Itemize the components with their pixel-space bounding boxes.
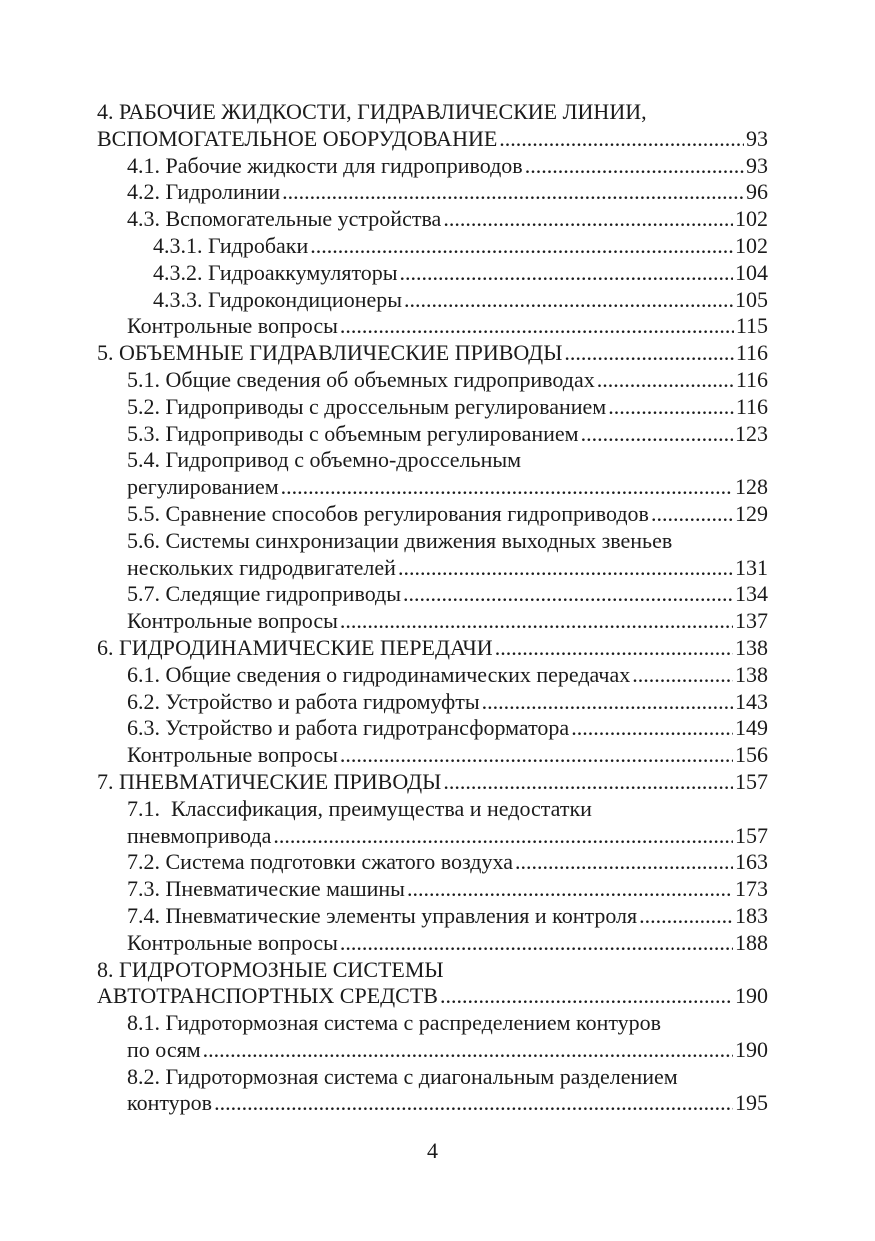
toc-entry-line bbox=[97, 260, 768, 287]
toc-page-number: 104 bbox=[735, 259, 768, 285]
dot-leader bbox=[608, 394, 734, 421]
dot-leader bbox=[282, 179, 744, 206]
toc-page-number: 183 bbox=[735, 902, 768, 928]
dot-leader bbox=[639, 903, 733, 930]
toc-entry-text: 4. РАБОЧИЕ ЖИДКОСТИ, ГИДРАВЛИЧЕСКИЕ ЛИНИИ, bbox=[97, 99, 647, 124]
toc-page-number: 149 bbox=[735, 715, 768, 741]
toc-entry-text: 8.2. Гидротормозная система с диагональным разделением bbox=[127, 1063, 678, 1089]
dot-leader bbox=[515, 849, 733, 876]
toc-page-number: 188 bbox=[735, 929, 768, 955]
dot-leader bbox=[482, 689, 733, 716]
toc-entry-line bbox=[97, 340, 768, 367]
toc-page-number: 96 bbox=[746, 179, 768, 205]
dot-leader bbox=[281, 474, 733, 501]
dot-leader bbox=[443, 206, 733, 233]
toc-entry-text: 4.3.2. Гидроаккумуляторы bbox=[153, 259, 398, 285]
toc-entry-text: контуров bbox=[127, 1090, 213, 1116]
toc-entry-text: Контрольные вопросы bbox=[127, 929, 338, 955]
toc-entry-line bbox=[97, 126, 768, 153]
toc-page-number: 102 bbox=[735, 232, 768, 258]
toc-entry-line bbox=[97, 849, 768, 876]
toc-page-number: 102 bbox=[735, 206, 768, 232]
dot-leader bbox=[340, 313, 734, 340]
toc-page-number: 128 bbox=[735, 474, 768, 500]
toc-entry-text: 6.2. Устройство и работа гидромуфты bbox=[127, 688, 480, 714]
dot-leader bbox=[273, 823, 733, 850]
toc-page-number: 173 bbox=[735, 876, 768, 902]
toc-entry-text: ВСПОМОГАТЕЛЬНОЕ ОБОРУДОВАНИЕ bbox=[97, 125, 498, 151]
dot-leader bbox=[340, 608, 733, 635]
toc-page-number: 138 bbox=[735, 634, 768, 660]
toc-entry-text: Контрольные вопросы bbox=[127, 742, 338, 768]
toc-entry-text: АВТОТРАНСПОРТНЫХ СРЕДСТВ bbox=[97, 983, 438, 1009]
toc-entry-text: 5.1. Общие сведения об объемных гидроприводах bbox=[127, 366, 595, 392]
toc-entry-text: 5.2. Гидроприводы с дроссельным регулированием bbox=[127, 393, 607, 419]
toc-page-number: 134 bbox=[735, 581, 768, 607]
toc-entry-text: 8. ГИДРОТОРМОЗНЫЕ СИСТЕМЫ bbox=[97, 956, 444, 982]
toc-entry-line bbox=[97, 689, 768, 716]
toc-entry-text: 7.1. Классификация, преимущества и недостатки bbox=[127, 795, 592, 821]
toc-page-number: 116 bbox=[735, 340, 768, 366]
dot-leader bbox=[597, 367, 734, 394]
toc-entry-text: 6.3. Устройство и работа гидротрансформатора bbox=[127, 715, 570, 741]
toc-page-number: 116 bbox=[735, 393, 768, 419]
toc-entry-line bbox=[97, 715, 768, 742]
dot-leader bbox=[203, 1037, 733, 1064]
toc-entry-text: 5.7. Следящие гидроприводы bbox=[127, 581, 402, 607]
toc-entry-line bbox=[97, 903, 768, 930]
dot-leader bbox=[632, 662, 733, 689]
toc-page-number: 157 bbox=[735, 822, 768, 848]
toc-page-number: 156 bbox=[735, 742, 768, 768]
toc-entry-line bbox=[97, 769, 768, 796]
toc-entry-line bbox=[97, 179, 768, 206]
toc-entry-text: регулированием bbox=[127, 474, 279, 500]
toc-page-number: 105 bbox=[735, 286, 768, 312]
toc-entry-line bbox=[97, 635, 768, 662]
toc-entry-line bbox=[97, 1037, 768, 1064]
toc-entry-line bbox=[97, 581, 768, 608]
toc-entry-text: 5.5. Сравнение способов регулирования гидроприводов bbox=[127, 500, 649, 526]
dot-leader bbox=[499, 126, 744, 153]
dot-leader bbox=[651, 501, 733, 528]
dot-leader bbox=[440, 983, 733, 1010]
toc-entry-text: нескольких гидродвигателей bbox=[127, 554, 396, 580]
dot-leader bbox=[214, 1090, 733, 1117]
toc-page-number: 190 bbox=[735, 983, 768, 1009]
dot-leader bbox=[407, 876, 733, 903]
toc-page-number: 129 bbox=[735, 500, 768, 526]
toc-page-number: 93 bbox=[746, 152, 768, 178]
dot-leader bbox=[340, 742, 733, 769]
dot-leader bbox=[443, 769, 733, 796]
toc-entry-line bbox=[97, 287, 768, 314]
toc-entry-line bbox=[97, 313, 768, 340]
toc-entry-text: 7. ПНЕВМАТИЧЕСКИЕ ПРИВОДЫ bbox=[97, 768, 442, 794]
dot-leader bbox=[403, 581, 733, 608]
dot-leader bbox=[340, 930, 733, 957]
toc-entry-text: по осям bbox=[127, 1036, 201, 1062]
toc-entry-text: 5.4. Гидропривод с объемно-дроссельным bbox=[127, 447, 522, 473]
toc-entry-line bbox=[97, 447, 768, 474]
toc-page-number: 137 bbox=[735, 608, 768, 634]
toc-entry-line bbox=[97, 1010, 768, 1037]
dot-leader bbox=[404, 287, 733, 314]
toc-entry-line bbox=[97, 528, 768, 555]
dot-leader bbox=[564, 340, 733, 367]
toc-entry-line bbox=[97, 555, 768, 582]
dot-leader bbox=[398, 555, 733, 582]
toc-entry-line bbox=[97, 421, 768, 448]
toc-entry-line bbox=[97, 153, 768, 180]
toc-entry-line bbox=[97, 930, 768, 957]
toc-entry-line bbox=[97, 474, 768, 501]
toc-entry-line bbox=[97, 983, 768, 1010]
toc-page-number: 131 bbox=[735, 554, 768, 580]
toc-entry-text: 6.1. Общие сведения о гидродинамических передачах bbox=[127, 661, 631, 687]
toc-entry-line bbox=[97, 233, 768, 260]
dot-leader bbox=[310, 233, 733, 260]
toc-entry-text: 4.3.3. Гидрокондиционеры bbox=[153, 286, 403, 312]
toc-entry-text: 7.4. Пневматические элементы управления и контроля bbox=[127, 902, 638, 928]
dot-leader bbox=[495, 635, 733, 662]
toc-page-number: 138 bbox=[735, 661, 768, 687]
toc-entry-line bbox=[97, 99, 768, 126]
dot-leader bbox=[525, 153, 744, 180]
toc-page-number: 163 bbox=[735, 849, 768, 875]
toc-page-number: 190 bbox=[735, 1036, 768, 1062]
toc-entry-text: 7.3. Пневматические машины bbox=[127, 876, 405, 902]
toc-entry-text: 7.2. Система подготовки сжатого воздуха bbox=[127, 849, 513, 875]
toc-entry-text: 5. ОБЪЕМНЫЕ ГИДРАВЛИЧЕСКИЕ ПРИВОДЫ bbox=[97, 340, 563, 366]
toc-entry-text: 6. ГИДРОДИНАМИЧЕСКИЕ ПЕРЕДАЧИ bbox=[97, 634, 493, 660]
toc-entry-line bbox=[97, 206, 768, 233]
dot-leader bbox=[400, 260, 733, 287]
toc-entry-line bbox=[97, 957, 768, 984]
toc-entry-line bbox=[97, 608, 768, 635]
toc-entry-line bbox=[97, 1090, 768, 1117]
toc-entry-text: 4.3. Вспомогательные устройства bbox=[127, 206, 442, 232]
toc-entry-text: 8.1. Гидротормозная система с распределением контуров bbox=[127, 1010, 662, 1036]
toc-page-number: 143 bbox=[735, 688, 768, 714]
dot-leader bbox=[581, 421, 733, 448]
toc-page-number: 116 bbox=[735, 366, 768, 392]
toc-page-number: 195 bbox=[735, 1090, 768, 1116]
toc-entry-line bbox=[97, 662, 768, 689]
toc-entry-line bbox=[97, 1064, 768, 1091]
toc-page-number: 157 bbox=[735, 768, 768, 794]
toc-entry-line bbox=[97, 796, 768, 823]
toc-entry-line bbox=[97, 823, 768, 850]
toc-entry-text: Контрольные вопросы bbox=[127, 608, 338, 634]
toc-page-number: 123 bbox=[735, 420, 768, 446]
toc-entry-line bbox=[97, 501, 768, 528]
toc-entry-text: Контрольные вопросы bbox=[127, 313, 338, 339]
toc-page-number: 115 bbox=[735, 313, 768, 339]
toc-entry-text: 4.1. Рабочие жидкости для гидроприводов bbox=[127, 152, 523, 178]
toc-entry-text: пневмопривода bbox=[127, 822, 272, 848]
toc-entry-line bbox=[97, 742, 768, 769]
toc-entry-line bbox=[97, 367, 768, 394]
toc-entry-line bbox=[97, 394, 768, 421]
toc-entry-text: 4.2. Гидролинии bbox=[127, 179, 281, 205]
toc-entry-line bbox=[97, 876, 768, 903]
toc-entry-text: 4.3.1. Гидробаки bbox=[153, 232, 309, 258]
toc-entry-text: 5.6. Системы синхронизации движения выходных звеньев bbox=[127, 527, 673, 553]
toc-page-number: 93 bbox=[746, 125, 768, 151]
dot-leader bbox=[571, 715, 733, 742]
toc-entry-text: 5.3. Гидроприводы с объемным регулированием bbox=[127, 420, 579, 446]
footer-page-number: 4 bbox=[427, 1138, 438, 1164]
